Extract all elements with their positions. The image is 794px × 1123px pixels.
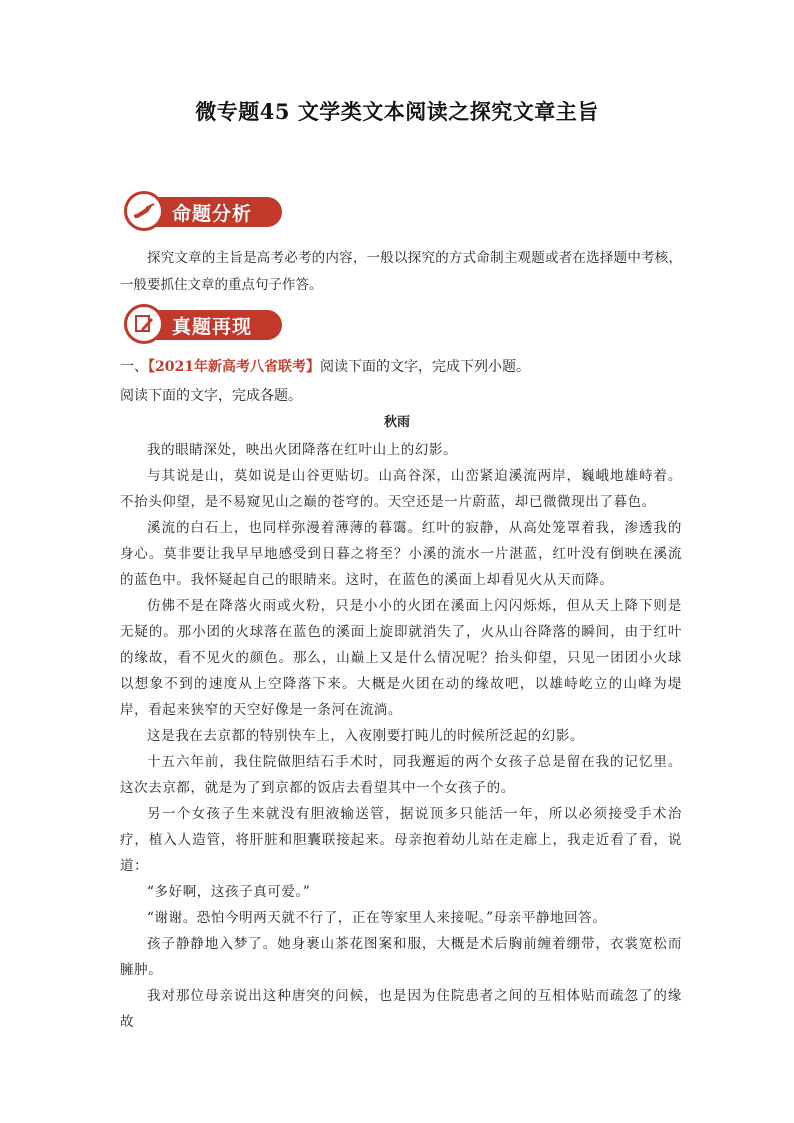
- article-paragraph: 我对那位母亲说出这种唐突的问候，也是因为住院患者之间的互相体贴而疏忽了的缘故: [120, 988, 682, 1030]
- article-paragraph: 溪流的白石上，也同样弥漫着薄薄的暮霭。红叶的寂静，从高处笼罩着我，渗透我的身心。莫非要让我早早地感受到日暮之将至？小溪的流水一片湛蓝，红叶没有倒映在溪流的蓝色中。我怀疑起自己的眼睛来。这时，在蓝色的溪面上却看见火从天而降。: [120, 520, 682, 588]
- article-paragraph: 仿佛不是在降落火雨或火粉，只是小小的火团在溪面上闪闪烁烁，但从天上降下则是无疑的。那小团的火球落在蓝色的溪面上旋即就消失了，火从山谷降落的瞬间，由于红叶的缘故，看不见火的颜色。那么，山巅上又是什么情况呢？抬头仰望，只见一团团小火球以想象不到的速度从上空降落下来。大概是火团在动的缘故吧，以雄峙屹立的山峰为堤岸，看起来狭窄的天空好像是一条河在流淌。: [120, 598, 682, 718]
- section-banner-analysis: [124, 191, 284, 233]
- intro-paragraph: 探究文章的主旨是高考必考的内容，一般以探究的方式命制主观题或者在选择题中考核，一般要抓住文章的重点句子作答。: [120, 250, 682, 293]
- article-title: 秋雨: [383, 415, 410, 430]
- article-paragraph: 与其说是山，莫如说是山谷更贴切。山高谷深，山峦紧迫溪流两岸，巍峨地雄峙着。不抬头仰望，是不易窥见山之巅的苍穹的。天空还是一片蔚蓝，却已微微现出了暮色。: [120, 468, 682, 510]
- article-body: [120, 437, 682, 1035]
- pen-feather-icon: [124, 191, 164, 231]
- article-paragraph: 另一个女孩子生来就没有胆液输送管，据说顶多只能活一年，所以必须接受手术治疗，植入人造管，将肝脏和胆囊联接起来。母亲抱着幼儿站在走廊上，我走近看了看，说道：: [120, 806, 682, 874]
- edit-pencil-icon: [124, 304, 164, 344]
- page-title: 微专题45 文学类文本阅读之探究文章主旨: [195, 99, 599, 124]
- question-prefix: 一、: [120, 359, 148, 375]
- question-line: [120, 356, 530, 376]
- question-source-tag: 【2021年新高考八省联考】: [148, 359, 320, 375]
- article-paragraph: 十五六年前，我住院做胆结石手术时，同我邂逅的两个女孩子总是留在我的记忆里。这次去京都，就是为了到京都的饭店去看望其中一个女孩子的。: [120, 754, 682, 796]
- article-paragraph: 我的眼睛深处，映出火团降落在红叶山上的幻影。: [147, 442, 458, 458]
- section-label-real: 真题再现: [172, 316, 253, 338]
- article-paragraph: 这是我在去京都的特别快车上，入夜刚要打盹儿的时候所泛起的幻影。: [147, 728, 585, 744]
- section-banner-real: [124, 304, 284, 346]
- question-subline: 阅读下面的文字，完成各题。: [120, 388, 302, 404]
- article-paragraph: 孩子静静地入梦了。她身裹山茶花图案和服，大概是术后胸前缠着绷带，衣裳宽松而臃肿。: [120, 936, 682, 978]
- article-paragraph: “谢谢。恐怕今明两天就不行了，正在等家里人来接呢。”母亲平静地回答。: [147, 910, 607, 926]
- section-label-analysis: 命题分析: [172, 203, 253, 225]
- article-paragraph: “多好啊，这孩子真可爱。”: [147, 884, 311, 900]
- question-text: 阅读下面的文字，完成下列小题。: [319, 359, 530, 375]
